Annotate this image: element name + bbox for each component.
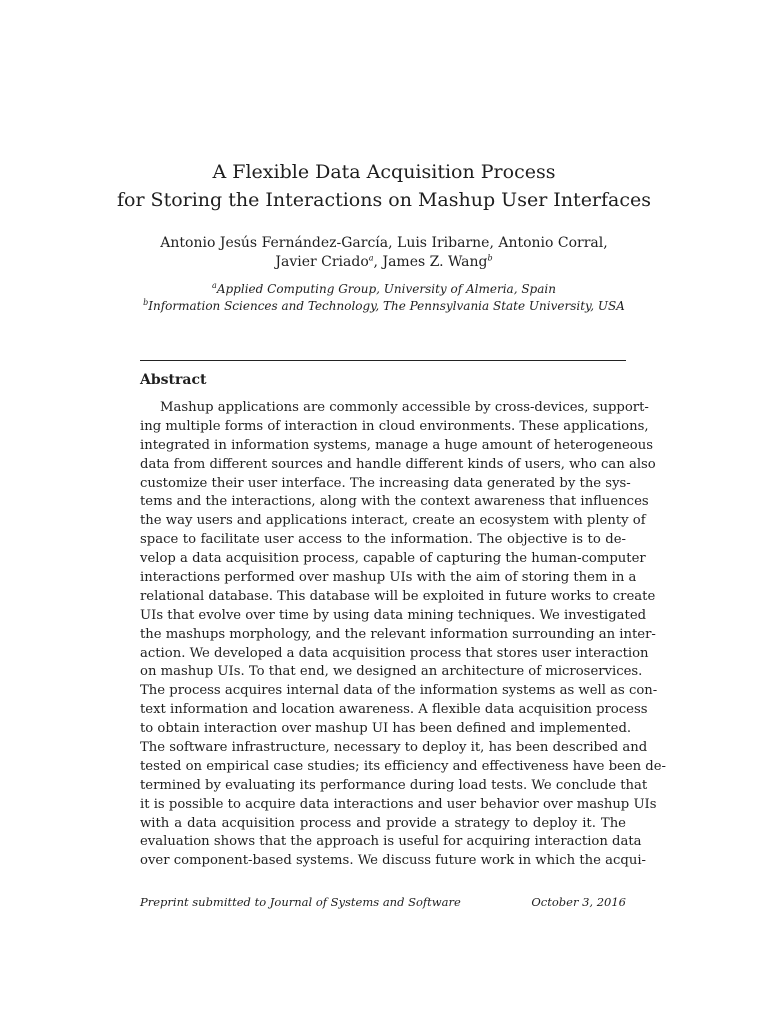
author-line: Antonio Jesús Fernández-García, Luis Iribarne, Antonio Corral, — [160, 235, 608, 251]
title-line: for Storing the Interactions on Mashup User Interfaces — [116, 189, 652, 211]
author-separator: , — [373, 254, 383, 270]
affiliation-marker: a — [368, 253, 374, 263]
abstract-line: it is possible to acquire data interactions and user behavior over mashup UIs — [140, 796, 657, 812]
affiliation-marker: b — [143, 298, 149, 307]
affiliation — [0, 281, 768, 298]
abstract-line: to obtain interaction over mashup UI has been defined and implemented. — [140, 721, 632, 737]
abstract-line: interactions performed over mashup UIs with the aim of storing them in a — [140, 570, 637, 586]
affiliation-text: Applied Computing Group, University of Almeria, Spain — [216, 282, 556, 296]
abstract-line: customize their user interface. The increasing data generated by the sys- — [140, 475, 631, 491]
abstract-line: with a data acquisition process and provide a strategy to deploy it. The — [140, 815, 626, 831]
title-line: A Flexible Data Acquisition Process — [212, 161, 556, 183]
abstract-line: Mashup applications are commonly accessible by cross-devices, support- — [160, 400, 649, 415]
footer-date: October 3, 2016 — [531, 895, 626, 909]
abstract-line: ing multiple forms of interaction in cloud environments. These applications, — [140, 418, 649, 434]
abstract-body — [140, 399, 667, 871]
author-line — [0, 253, 768, 272]
abstract-line: over component-based systems. We discuss future work in which the acqui- — [140, 853, 647, 869]
abstract-line: text information and location awareness. A flexible data acquisition process — [140, 702, 648, 718]
abstract-line: evaluation shows that the approach is useful for acquiring interaction data — [140, 834, 642, 850]
affiliations — [0, 281, 768, 315]
author-list — [0, 234, 768, 272]
abstract-line: The software infrastructure, necessary to deploy it, has been described and — [140, 740, 648, 756]
abstract-line: the mashups morphology, and the relevant information surrounding an inter- — [140, 626, 656, 642]
page-footer — [140, 895, 626, 909]
abstract-line: data from different sources and handle different kinds of users, who can also — [140, 456, 656, 472]
abstract-divider — [140, 360, 626, 361]
abstract-line: relational database. This database will be exploited in future works to create — [140, 588, 656, 604]
affiliation-text: Information Sciences and Technology, The Pennsylvania State University, USA — [148, 299, 625, 313]
footer-journal: Preprint submitted to Journal of Systems and Software — [140, 895, 461, 909]
abstract-line: integrated in information systems, manage a huge amount of heterogeneous — [140, 437, 653, 453]
abstract-line: termined by evaluating its performance during load tests. We conclude that — [140, 777, 648, 793]
abstract-line: action. We developed a data acquisition process that stores user interaction — [140, 645, 649, 661]
abstract-line: tested on empirical case studies; its efficiency and effectiveness have been de- — [140, 758, 667, 774]
author-name: Javier Criado — [275, 254, 369, 270]
affiliation-marker: a — [212, 281, 217, 290]
abstract-line: tems and the interactions, along with the context awareness that influences — [140, 494, 649, 510]
abstract-line: UIs that evolve over time by using data mining techniques. We investigated — [140, 607, 647, 623]
affiliation — [0, 298, 768, 315]
paper-title — [0, 158, 768, 214]
affiliation-marker: b — [487, 253, 493, 263]
abstract-line: velop a data acquisition process, capable of capturing the human-computer — [140, 551, 646, 567]
abstract-line: on mashup UIs. To that end, we designed an architecture of microservices. — [140, 664, 643, 680]
abstract-heading: Abstract — [140, 372, 207, 388]
abstract-line: the way users and applications interact, create an ecosystem with plenty of — [140, 513, 646, 529]
author-name: James Z. Wang — [382, 254, 488, 270]
abstract-line: The process acquires internal data of the information systems as well as con- — [140, 683, 658, 699]
abstract-line: space to facilitate user access to the information. The objective is to de- — [140, 532, 626, 548]
